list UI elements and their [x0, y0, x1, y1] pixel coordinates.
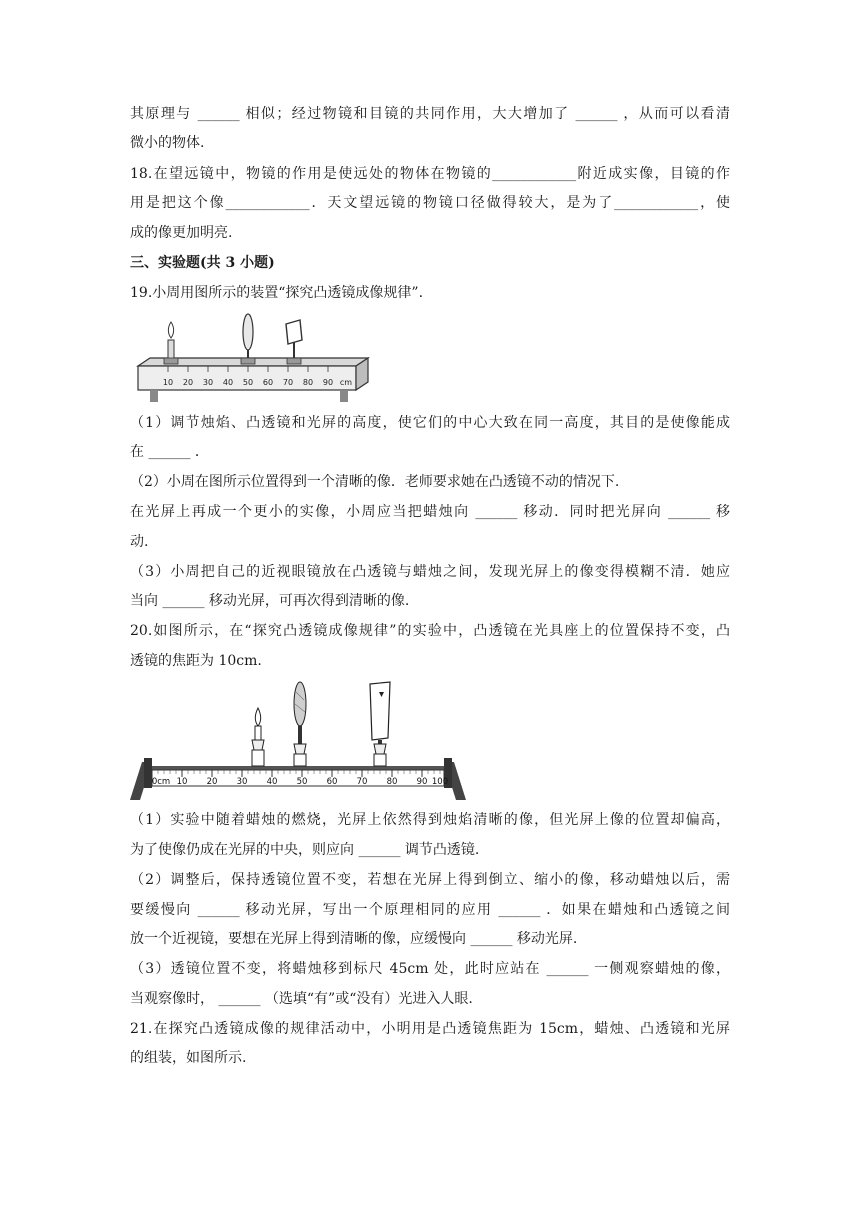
q20-p3-line-1: （3）透镜位置不变，将蜡烛移到标尺 45cm 处，此时应站在 ______ 一侧观察蜡烛的像，	[130, 961, 730, 977]
ruler-label-40: 40	[222, 378, 234, 387]
q19-p3-line-2: 当向 ______ 移动光屏，可再次得到清晰的像.	[130, 593, 410, 609]
q20-p2-line-2: 要缓慢向 ______ 移动光屏，写出一个原理相同的应用 ______ ．如果在蜡烛和凸透镜之间	[130, 902, 730, 918]
candle-icon	[164, 322, 178, 364]
q20-intro-line-1: 20.如图所示，在“探究凸透镜成像规律”的实验中，凸透镜在光具座上的位置保持不变，凸	[130, 623, 730, 639]
ruler-label-80: 80	[386, 777, 398, 787]
q19-p2-line-2: 在光屏上再成一个更小的实像，小周应当把蜡烛向 ______ 移动．同时把光屏向 ______ 移	[130, 504, 730, 520]
ruler-label-80: 80	[302, 378, 314, 387]
ruler-label-100: 100	[431, 777, 449, 787]
ruler-label-70: 70	[356, 777, 368, 787]
ruler-label-30: 30	[202, 378, 214, 387]
candle-icon	[252, 708, 264, 766]
q19-p1-line-1: （1）调节烛焰、凸透镜和光屏的高度，使它们的中心大致在同一高度，其目的是使像能成	[130, 415, 730, 431]
light-screen-icon	[370, 682, 390, 766]
ruler-label-60: 60	[326, 777, 338, 787]
ruler-label-90: 90	[322, 378, 334, 387]
ruler-label-50: 50	[296, 777, 308, 787]
q19-optical-bench-figure	[130, 312, 370, 404]
bench-rail-top	[152, 766, 444, 770]
q20-p2-line-3: 放一个近视镜，要想在光屏上得到清晰的像，应缓慢向 ______ 移动光屏.	[130, 931, 578, 947]
q20-p1-line-2: 为了使像仍成在光屏的中央，则应向 ______ 调节凸透镜.	[130, 842, 480, 858]
section-heading: 三、实验题(共 3 小题)	[130, 255, 275, 271]
q21-line-2: 的组装，如图所示.	[130, 1050, 247, 1066]
ruler-label-40: 40	[266, 777, 278, 787]
bench-leg-left	[150, 390, 158, 402]
q20-intro-line-2: 透镜的焦距为 10cm.	[130, 653, 262, 669]
q20-p2-line-1: （2）调整后，保持透镜位置不变，若想在光屏上得到倒立、缩小的像，移动蜡烛以后，需	[130, 872, 730, 888]
ruler-label-30: 30	[236, 777, 248, 787]
convex-lens-icon	[294, 682, 306, 766]
bench-end-post-left	[144, 758, 152, 788]
ruler-label-50: 50	[242, 378, 254, 387]
q20-optical-bench-figure	[128, 678, 468, 804]
q17-line-1: 其原理与 ______ 相似；经过物镜和目镜的共同作用，大大增加了 ______ ，从而可以看清	[130, 106, 730, 122]
bench-leg-right	[340, 390, 348, 402]
convex-lens-icon	[241, 314, 255, 364]
q20-p1-line-1: （1）实验中随着蜡烛的燃烧，光屏上依然得到烛焰清晰的像，但光屏上像的位置却偏高，	[130, 812, 730, 828]
ruler-label-cm: cm	[339, 378, 353, 387]
q19-p2-line-3: 动.	[130, 534, 149, 550]
q19-p2-line-1: （2）小周在图所示位置得到一个清晰的像．老师要求她在凸透镜不动的情况下.	[130, 474, 620, 490]
ruler-label-60: 60	[262, 378, 274, 387]
q18-line-3: 成的像更加明亮.	[130, 225, 233, 241]
ruler-label-10: 10	[176, 777, 188, 787]
q18-line-1: 18.在望远镜中，物镜的作用是使远处的物体在物镜的____________附近成实像，目镜的作	[130, 166, 730, 182]
q20-p3-line-2: 当观察像时， ______ （选填“有”或“没有）光进入人眼.	[130, 991, 473, 1007]
q21-line-1: 21.在探究凸透镜成像的规律活动中，小明用是凸透镜焦距为 15cm，蜡烛、凸透镜和光屏	[130, 1021, 730, 1037]
ruler-label-90: 90	[416, 777, 428, 787]
ruler-label-20: 20	[206, 777, 218, 787]
q19-intro: 19.小周用图所示的装置“探究凸透镜成像规律”.	[130, 285, 424, 301]
ruler-label-20: 20	[182, 378, 194, 387]
q19-p1-line-2: 在 ______ ．	[130, 444, 209, 460]
q17-line-2: 微小的物体.	[130, 135, 205, 151]
q18-line-2: 用是把这个像____________．天文望远镜的物镜口径做得较大，是为了____________，使	[130, 195, 730, 211]
q19-p3-line-1: （3）小周把自己的近视眼镜放在凸透镜与蜡烛之间，发现光屏上的像变得模糊不清．她应	[130, 564, 730, 580]
ruler-label-10: 10	[162, 378, 174, 387]
light-screen-icon	[286, 320, 302, 364]
ruler-label-70: 70	[282, 378, 294, 387]
ruler-label-0cm: 0cm	[151, 777, 171, 787]
